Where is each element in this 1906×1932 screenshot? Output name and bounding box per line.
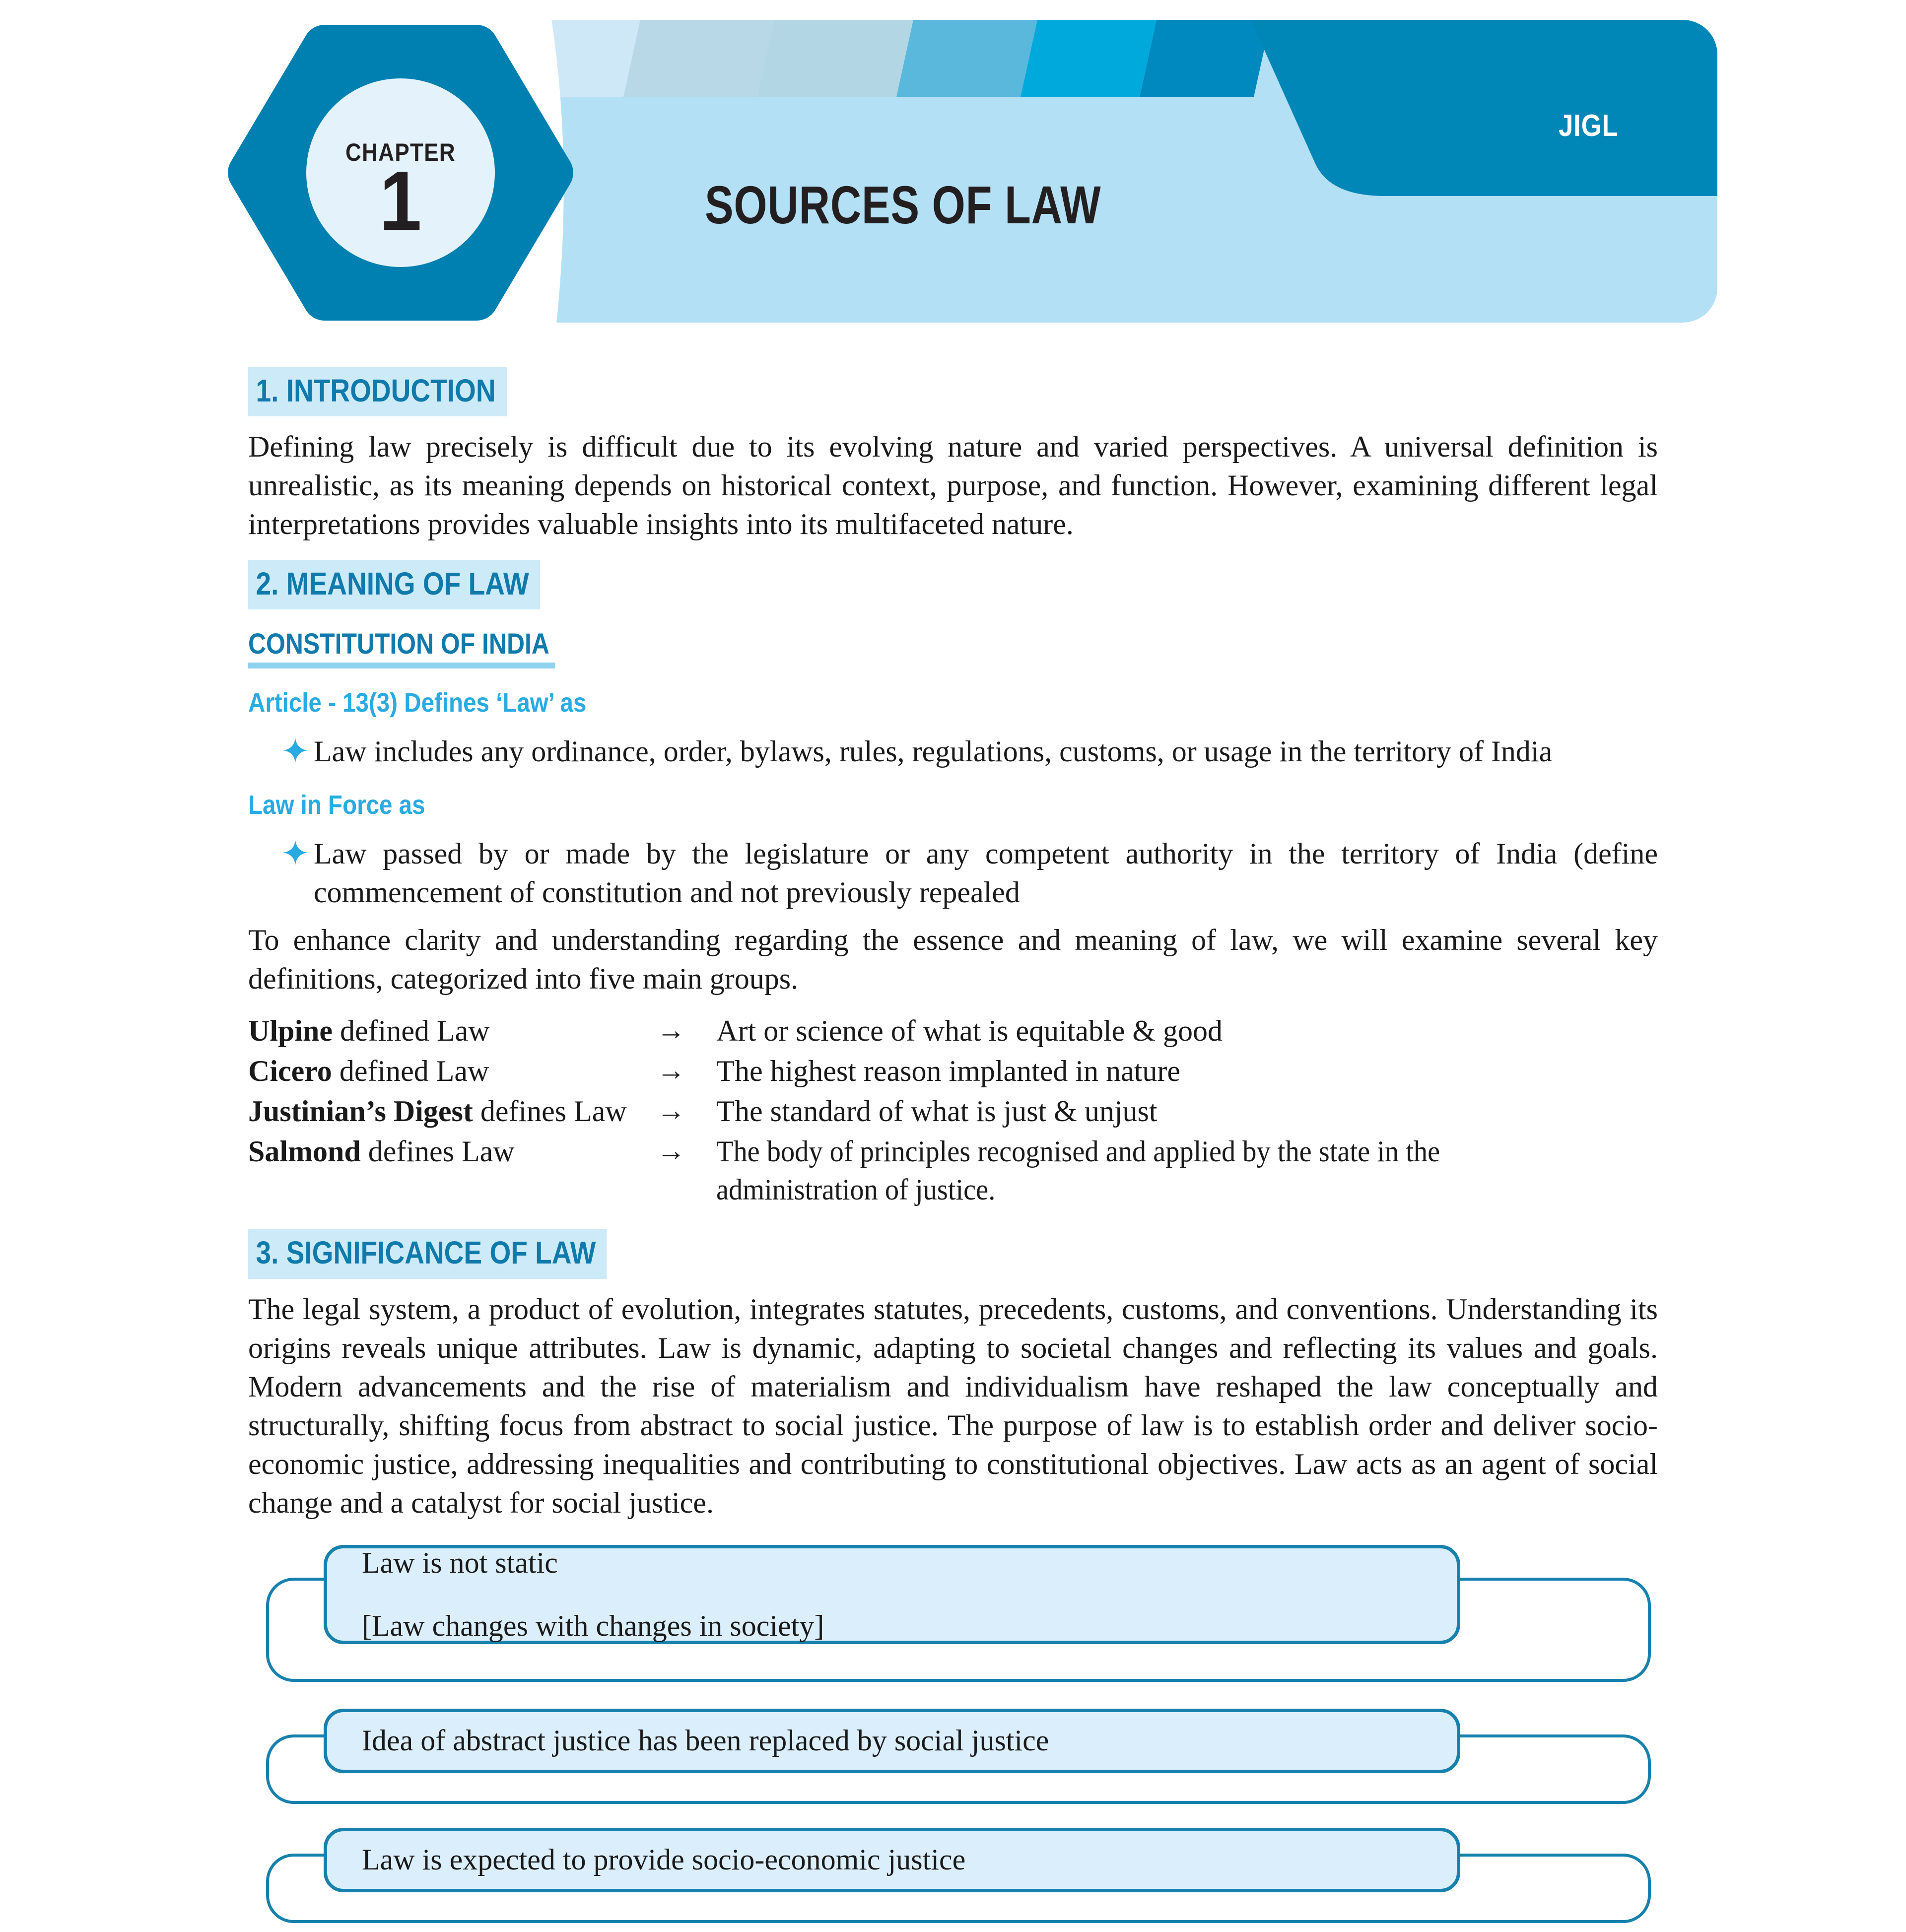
callout-box bbox=[248, 1545, 1658, 1694]
arrow-icon: → bbox=[656, 1054, 685, 1087]
definition-text-inner: The body of principles recognised and applied by the state in the administration of justice. bbox=[716, 1134, 1440, 1206]
callout-line: Idea of abstract justice has been replaced by social justice bbox=[362, 1724, 1049, 1757]
callout-line: Law is not static bbox=[362, 1546, 558, 1579]
chapter-label: CHAPTER bbox=[345, 138, 456, 166]
authority-name: Salmond bbox=[248, 1134, 361, 1168]
chapter-header-banner bbox=[0, 0, 1906, 347]
definition-authority bbox=[248, 1011, 657, 1051]
chapter-badge bbox=[224, 14, 577, 332]
definitions-table bbox=[248, 1011, 1663, 1209]
callout-box-panel bbox=[324, 1545, 1460, 1644]
authority-name: Ulpine bbox=[248, 1014, 333, 1048]
law-in-force-bullet-text: Law passed by or made by the legislature or any competent authority in the territory of India (define commencement of constitution and not previously repealed bbox=[314, 837, 1658, 909]
list-item bbox=[248, 732, 1658, 771]
authority-verb: defined Law bbox=[332, 1055, 489, 1088]
callout-box-panel bbox=[324, 1828, 1460, 1892]
table-row bbox=[248, 1091, 1663, 1132]
authority-name: Justinian’s Digest bbox=[248, 1094, 473, 1128]
section-heading-meaning-of-law: 2. MEANING OF LAW bbox=[248, 560, 540, 609]
definition-authority bbox=[248, 1091, 657, 1132]
callout-box-group bbox=[248, 1545, 1658, 1932]
subheading-constitution-of-india: CONSTITUTION OF INDIA bbox=[248, 628, 549, 661]
document-content bbox=[248, 367, 1658, 1932]
arrow-icon: → bbox=[656, 1014, 685, 1047]
banner-stripes bbox=[499, 20, 1271, 99]
table-row bbox=[248, 1051, 1663, 1091]
constitution-subheading-block bbox=[248, 609, 1658, 668]
brand-label: JIGL bbox=[1559, 109, 1619, 143]
definitions-lead-paragraph: To enhance clarity and understanding regarding the essence and meaning of law, we will examine several key definitions, categorized into five main groups. bbox=[248, 924, 1658, 996]
significance-paragraph: The legal system, a product of evolution, integrates statutes, precedents, customs, and conventions. Understanding its origins reveals unique attributes. Law is dynamic, adapting to societal changes and reflecting its values and goals. Modern advancements and the rise of materialism and individualism have reshaped the law conceptually and structurally, shifting focus from abstract to social justice. The purpose of law is to establish order and deliver socio-economic justice, addressing inequalities and contributing to constitutional objectives. Law acts as an agent of social change and a catalyst for social justice. bbox=[248, 1292, 1658, 1519]
callout-line: [Law changes with changes in society] bbox=[362, 1609, 824, 1642]
section-significance-of-law bbox=[248, 1229, 1658, 1278]
table-row bbox=[248, 1132, 1663, 1210]
section-heading-introduction: 1. INTRODUCTION bbox=[248, 367, 507, 416]
banner-right-block-2 bbox=[1300, 20, 1717, 196]
callout-box-panel bbox=[324, 1709, 1460, 1773]
callout-box bbox=[248, 1709, 1658, 1813]
definition-authority bbox=[248, 1132, 657, 1210]
definition-text bbox=[716, 1132, 1663, 1210]
authority-verb: defined Law bbox=[333, 1014, 490, 1048]
authority-verb: defines Law bbox=[360, 1134, 515, 1168]
list-item bbox=[248, 834, 1658, 912]
chapter-number: 1 bbox=[379, 154, 422, 248]
arrow-icon: → bbox=[656, 1134, 685, 1167]
diamond-star-bullet-icon bbox=[283, 840, 314, 867]
callout-line: Law is expected to provide socio-economic justice bbox=[362, 1843, 966, 1876]
definition-text: The standard of what is just & unjust bbox=[716, 1094, 1157, 1128]
definition-text: Art or science of what is equitable & good bbox=[716, 1014, 1223, 1048]
callout-box bbox=[248, 1828, 1658, 1932]
subheading-underline-rule bbox=[248, 663, 555, 668]
article-13-3-bullet-text: Law includes any ordinance, order, bylaws, rules, regulations, customs, or usage in the territory of India bbox=[314, 735, 1553, 768]
definition-authority bbox=[248, 1051, 657, 1091]
introduction-paragraph: Defining law precisely is difficult due to its evolving nature and varied perspectives. A universal definition is unrealistic, as its meaning depends on historical context, purpose, and function. However, examining different legal interpretations provides valuable insights into its multifaceted nature. bbox=[248, 430, 1658, 541]
section-introduction bbox=[248, 367, 1658, 416]
arrow-icon: → bbox=[656, 1094, 685, 1127]
diamond-star-bullet-icon bbox=[283, 738, 314, 765]
authority-name: Cicero bbox=[248, 1055, 332, 1088]
law-in-force-heading: Law in Force as bbox=[248, 790, 425, 820]
chapter-title: SOURCES OF LAW bbox=[705, 175, 1101, 235]
table-row bbox=[248, 1011, 1663, 1051]
authority-verb: defines Law bbox=[473, 1094, 627, 1128]
definition-text: The highest reason implanted in nature bbox=[716, 1055, 1181, 1088]
article-13-3-heading: Article - 13(3) Defines ‘Law’ as bbox=[248, 688, 587, 718]
section-meaning-of-law bbox=[248, 560, 1658, 609]
section-heading-significance-of-law: 3. SIGNIFICANCE OF LAW bbox=[248, 1229, 607, 1278]
